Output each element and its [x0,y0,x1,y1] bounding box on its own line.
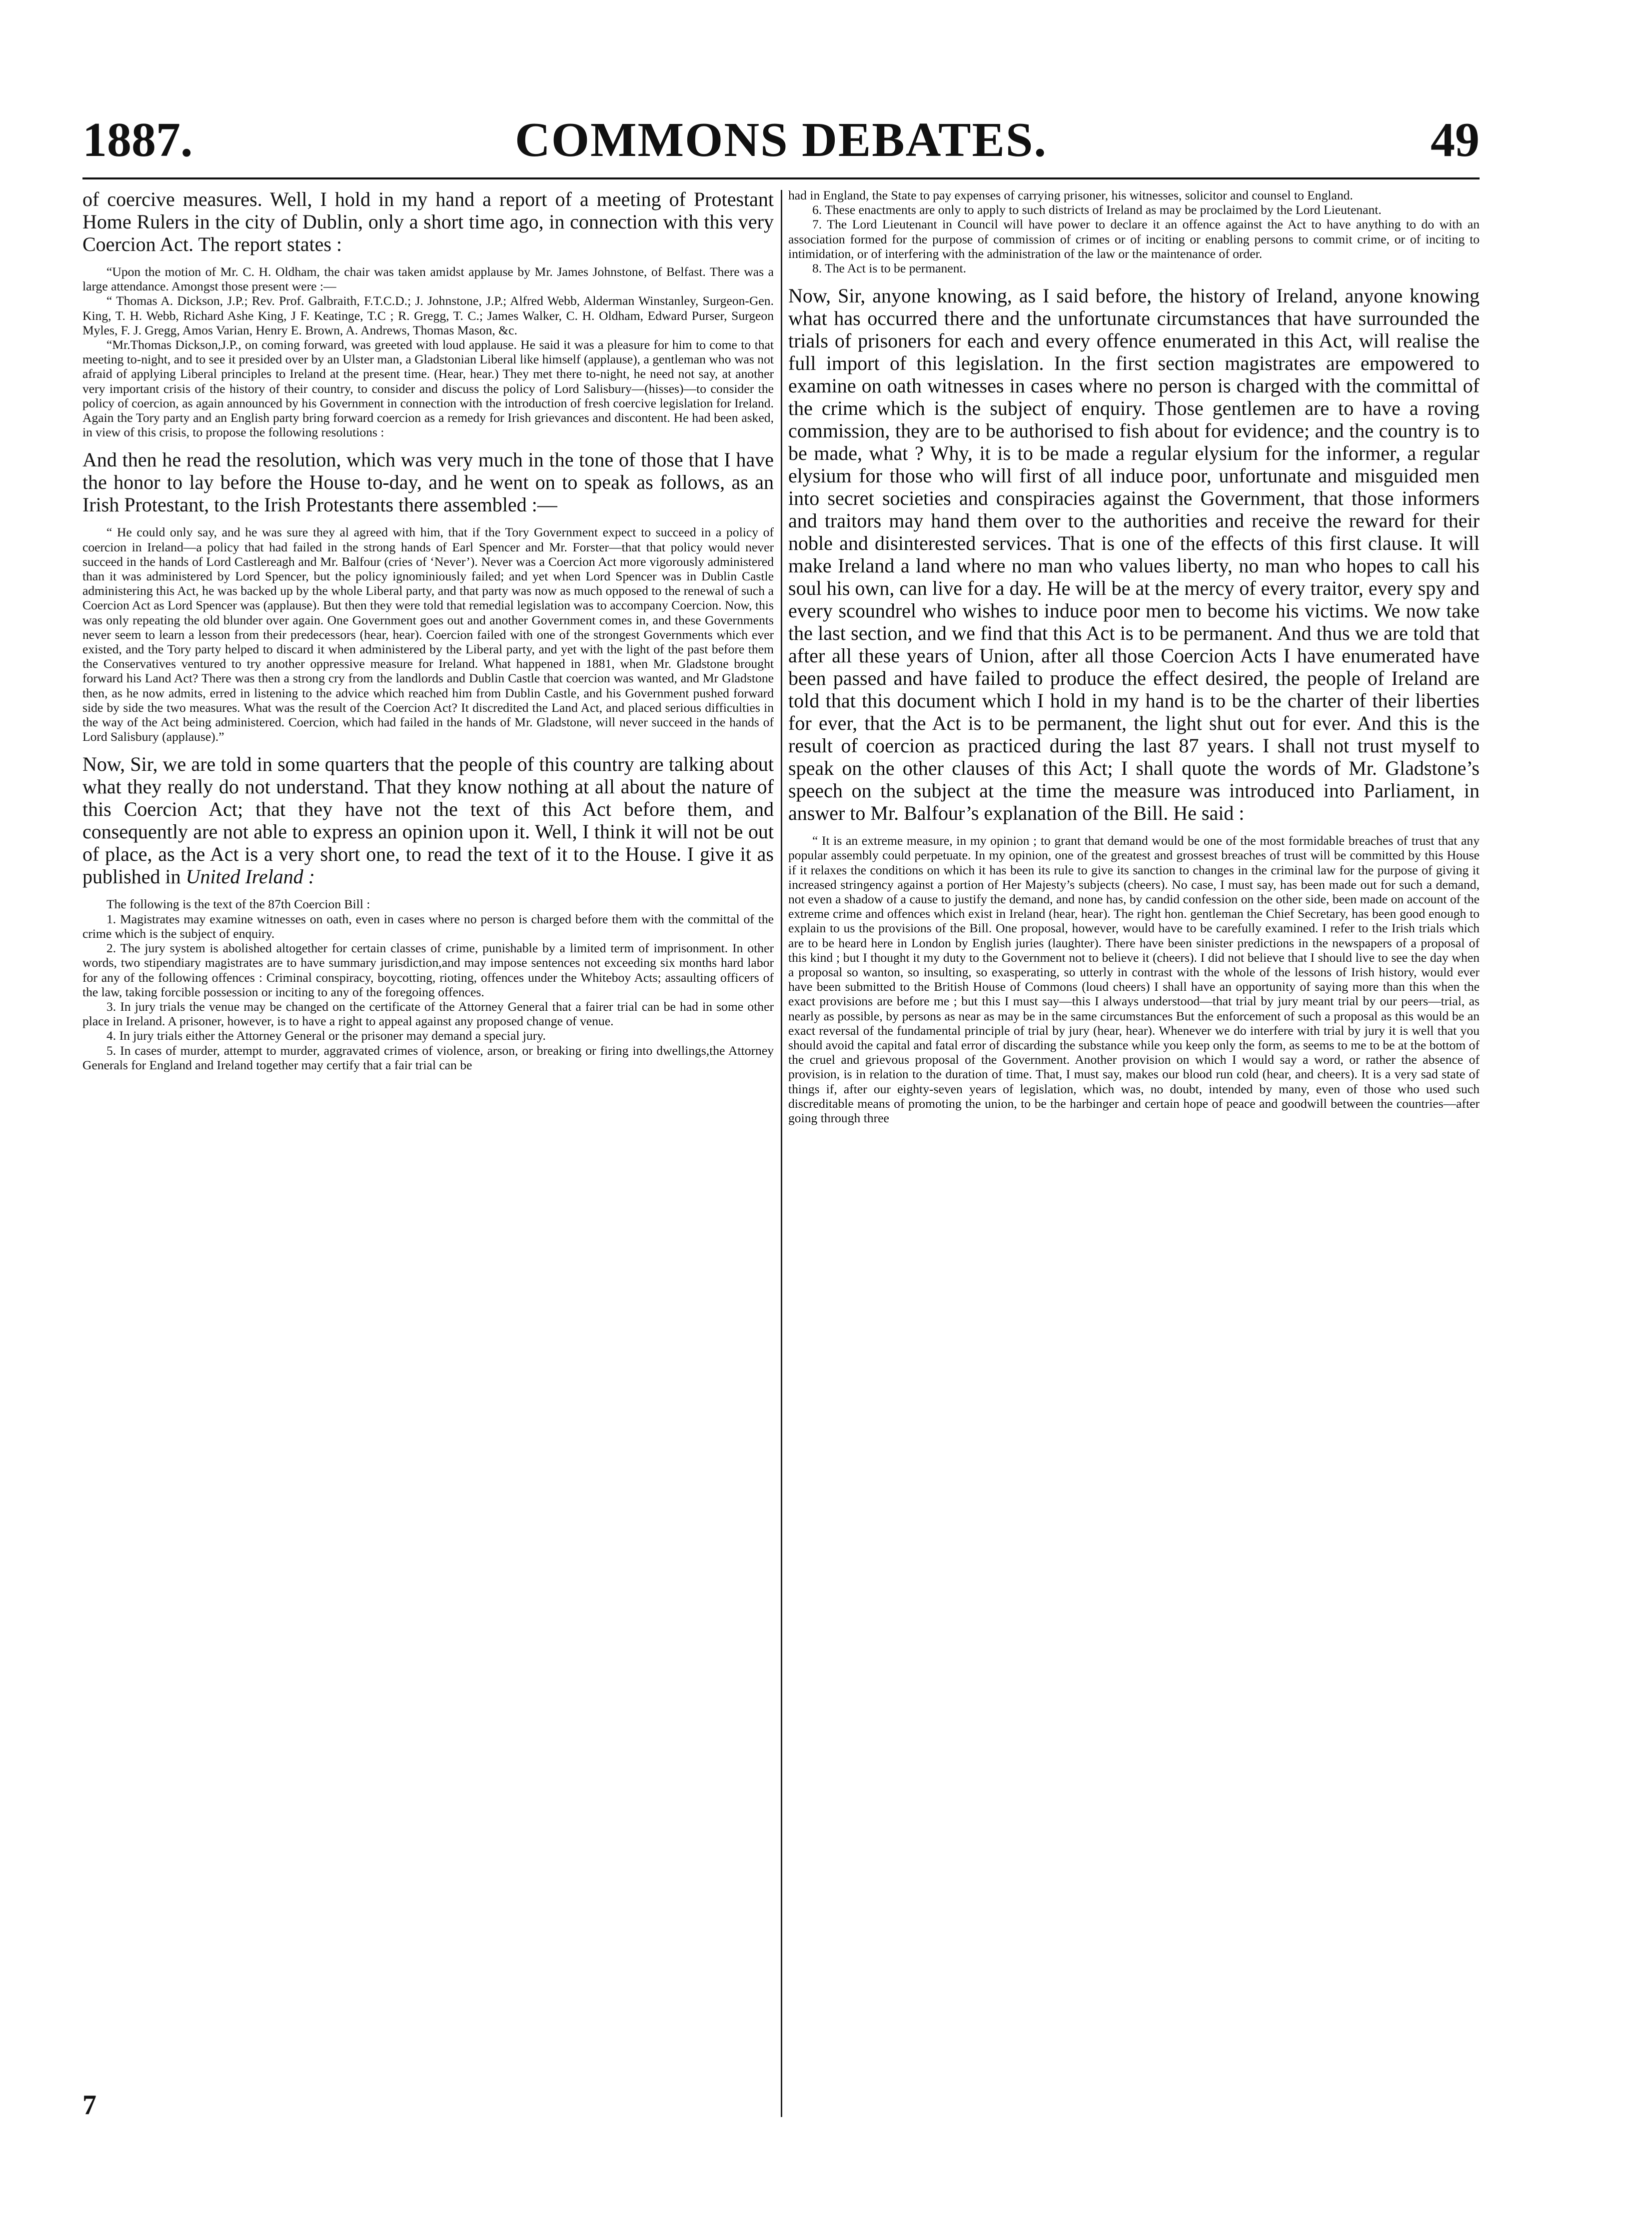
paragraph: Now, Sir, anyone knowing, as I said before, the history of Ireland, anyone knowing what has occurred there and the unfortunate circumstances that have surrounded the trials of prisoners for each and every offence enumerated in this Act, will realise the full import of this legislation. In the first section magistrates are empowered to examine on oath witnesses in cases where no person is charged with the committal of the crime which is the subject of enquiry. Those gentlemen are to have a roving commission, they are to be authorised to fish about for evidence; and the country is to be made, what ? Why, it is to be made a regular elysium for the informer, a regular elysium for those who will first of all induce poor, unfortunate and misguided men into secret societies and conspiracies against the Government, that those informers and traitors may hand them over to the authorities and receive the reward for their noble and disinterested services. That is one of the effects of this first clause. It will make Ireland a land where no man who values liberty, no man who hopes to call his soul his own, can live for a day. He will be at the mercy of every traitor, every spy and every scoundrel who wishes to induce poor men to become his victims. We now take the last section, and we find that this Act is to be permanent. And thus we are told that after all these years of Union, after all those Coercion Acts I have enumerated have been passed and have failed to produce the effect desired, the people of Ireland are told that this document which I hold in my hand is to be the charter of their liberties for ever, that the Act is to be permanent, the light shut out for ever. And this is the result of coercion as practiced during the last 87 years. I shall not trust myself to speak on the other clauses of this Act; I shall quote the words of Mr. Gladstone’s speech on the subject at the time the measure was introduced into Parliament, in answer to Mr. Balfour’s explanation of the Bill. He said : [788,284,1480,825]
signature-mark: 7 [82,2090,96,2121]
quote-paragraph: “ He could only say, and he was sure they al agreed with him, that if the Tory Government expect to succeed in a policy of coercion in Ireland—a policy that had failed in the strong hands of Earl Spencer and Mr. Forster—that that policy would never succeed in the hands of Lord Castlereagh and Mr. Balfour (cries of ‘Never’). Never was a Coercion Act more vigorously administered than it was administered by Lord Spencer, but the policy ignominiously failed; and yet when Lord Spencer was in Dublin Castle administering this Act, he was backed up by the whole Liberal party, and that party was now as much opposed to the renewal of such a Coercion Act as Lord Spencer was (applause). But then they were told that remedial legislation was to accompany Coercion. Now, this was only repeating the old blunder over again. One Government goes out and another Government comes in, and these Governments never seem to learn a lesson from their predecessors (hear, hear). Coercion failed with one of the strongest Governments which ever existed, and the Tory party helped to discard it when administered by the Liberal party, and yet with the light of the past before them the Conservatives ventured to try another oppressive measure for Ireland. What happened in 1881, when Mr. Gladstone brought forward his Land Act? There was then a strong cry from the landlords and Dublin Castle that coercion was wanted, and Mr Gladstone then, as he now admits, erred in listening to the advice which reached him from Dublin Castle, and his Government pushed forward side by side the two measures. What was the result of the Coercion Act? It discredited the Land Act, and placed serious difficulties in the way of the Act being administered. Coercion, which had failed in the hands of Mr. Gladstone, will never succeed in the hands of Lord Salisbury (applause).” [82,525,774,744]
quotation-report [82,264,774,439]
page-year: 1887. [82,113,193,167]
bill-clause: 5. In cases of murder, attempt to murder, aggravated crimes of violence, arson, or breaking or firing into dwellings,the Attorney Generals for England and Ireland together may certify that a fair trial can be [82,1043,774,1072]
quotation-gladstone [788,833,1480,1125]
quote-paragraph: “Mr.Thomas Dickson,J.P., on coming forward, was greeted with loud applause. He said it was a pleasure for him to come to that meeting to-night, and to see it presided over by an Ulster man, a Gladstonian Liberal like himself (applause), a gentleman who was not afraid of applying Liberal principles to Ireland at the present time. (Hear, hear.) They met there to-night, he need not say, at another very important crisis of the history of their country, to consider and discuss the policy of Lord Salisbury—(hisses)—to consider the policy of coercion, as again announced by his Government in connection with the introduction of fresh coercive legislation for Ireland. Again the Tory party and an English party bring forward coercion as a remedy for Irish grievances and discontent. He had been asked, in view of this crisis, to propose the following resolutions : [82,337,774,440]
bill-intro: The following is the text of the 87th Coercion Bill : [106,897,370,912]
paragraph [82,753,774,888]
bill-clause: 6. These enactments are only to apply to such districts of Ireland as may be proclaimed by the Lord Lieutenant. [812,202,1382,217]
left-column [82,188,774,2128]
right-column [788,188,1480,2128]
bill-text-continued [788,188,1480,275]
bill-text [82,897,774,1072]
bill-clause: 2. The jury system is abolished altogether for certain classes of crime, punishable by a limited term of imprisonment. In other words, two stipendiary magistrates are to have summary jurisdiction,and may impose sentences not exceeding six months hard labor for any of the following offences : Criminal conspiracy, boycotting, rioting, offences under the Whiteboy Acts; assaulting officers of the law, taking forcible possession or inciting to any of the foregoing offences. [82,941,774,999]
bill-clause: 4. In jury trials either the Attorney General or the prisoner may demand a special jury. [106,1028,546,1043]
bill-clause: 8. The Act is to be permanent. [812,261,966,276]
page-header [82,102,1480,177]
column-divider [781,190,782,2117]
paragraph-text: Now, Sir, we are told in some quarters that the people of this country are talking about what they really do not understand. That they know nothing at all about the nature of this Coercion Act; that they have not the text of this Act before them, and consequently are not able to express an opinion upon it. Well, I think it will not be out of place, as the Act is a very short one, to read the text of it to the House. I give it as published in [82,753,774,888]
quotation-speech [82,525,774,744]
paragraph: And then he read the resolution, which was very much in the tone of those that I have the honor to lay before the House to-day, and he went on to speak as follows, as an Irish Protestant, to the Irish Protestants there assembled :— [82,448,774,516]
publication-title: United Ireland : [185,865,315,888]
page-title: COMMONS DEBATES. [515,113,1047,167]
bill-clause: 7. The Lord Lieutenant in Council will have power to declare it an offence against the Act to have anything to do with an association formed for the purpose of commission of crimes or of inciting or enabling persons to commit crime, or of inciting to intimidation, or of interfering with the administration of the law or the maintenance of order. [788,217,1480,261]
quote-paragraph: “ Thomas A. Dickson, J.P.; Rev. Prof. Galbraith, F.T.C.D.; J. Johnstone, J.P.; Alfred Webb, Alderman Winstanley, Surgeon-Gen. King, T. H. Webb, Richard Ashe King, J F. Keatinge, T.C ; R. Gregg, T. C.; James Walker, C. H. Oldham, Edward Purser, Surgeon Myles, F. J. Gregg, Amos Varian, Henry E. Brown, A. Andrews, Thomas Mason, &c. [82,293,774,337]
bill-clause: 3. In jury trials the venue may be changed on the certificate of the Attorney General that a fairer trial can be had in some other place in Ireland. A prisoner, however, is to have a right to appeal against any proposed change of venue. [82,999,774,1029]
bill-clause: had in England, the State to pay expenses of carrying prisoner, his witnesses, solicitor and counsel to England. [788,188,1353,202]
bill-clause: 1. Magistrates may examine witnesses on oath, even in cases where no person is charged before them with the committal of the crime which is the subject of enquiry. [82,911,774,941]
paragraph: of coercive measures. Well, I hold in my hand a report of a meeting of Protestant Home Rulers in the city of Dublin, only a short time ago, in connection with this very Coercion Act. The report states : [82,188,774,255]
header-rule [82,177,1480,179]
quote-paragraph: “Upon the motion of Mr. C. H. Oldham, the chair was taken amidst applause by Mr. James Johnstone, of Belfast. There was a large attendance. Amongst those present were :— [82,264,774,294]
quote-paragraph: “ It is an extreme measure, in my opinion ; to grant that demand would be one of the most formidable breaches of trust that any popular assembly could perpetuate. In my opinion, one of the greatest and grossest breaches of trust will be committed by this House if it relaxes the conditions on which it has been its rule to give its sanction to changes in the criminal law for the purpose of giving it increased stringency against a portion of Her Majesty’s subjects (cheers). No case, I must say, has been made out for such a demand, not even a shadow of a cause to justify the demand, and none has, by candid confession on the other side, been made on account of the extreme crime and offences which exist in Ireland (hear, hear). The right hon. gentleman the Chief Secretary, has been good enough to explain to us the provisions of the Bill. One proposal, however, would have to be carefully examined. I refer to the Irish trials which are to be heard here in London by English juries (laughter). There have been sinister predictions in the newspapers of a proposal of this kind ; but I thought it my duty to the Government not to believe it (cheers). I did not believe that I should live to see the day when a proposal so wanton, so insulting, so exasperating, so utterly in contrast with the whole of the lessons of Irish history, would ever have been submitted to the British House of Commons (loud cheers) I shall have an opportunity of saying more than this when the exact provisions are before me ; but this I must say—this I always understood—that trial by jury meant trial by our peers—trial, as nearly as possible, by persons as near as may be in the same circumstances But the enforcement of such a proposal as this would be an exact reversal of the fundamental principle of trial by jury (hear, hear). Whenever we do interfere with trial by jury it is well that you should avoid the capital and fatal error of discarding the substance while you keep only the form, as seems to me to be at the bottom of the cruel and grievous proposal of the Government. Another provision on which I would say a word, or rather the absence of provision, is in relation to the duration of time. That, I must say, makes our blood run cold (hear, and cheers). It is a very sad state of things if, after our eighty-seven years of legislation, which was, no doubt, intended by many, even of those who used such discreditable means of promoting the union, to be the harbinger and certain hope of peace and goodwill between the countries—after going through three [788,833,1480,1126]
page-number: 49 [1431,113,1480,167]
